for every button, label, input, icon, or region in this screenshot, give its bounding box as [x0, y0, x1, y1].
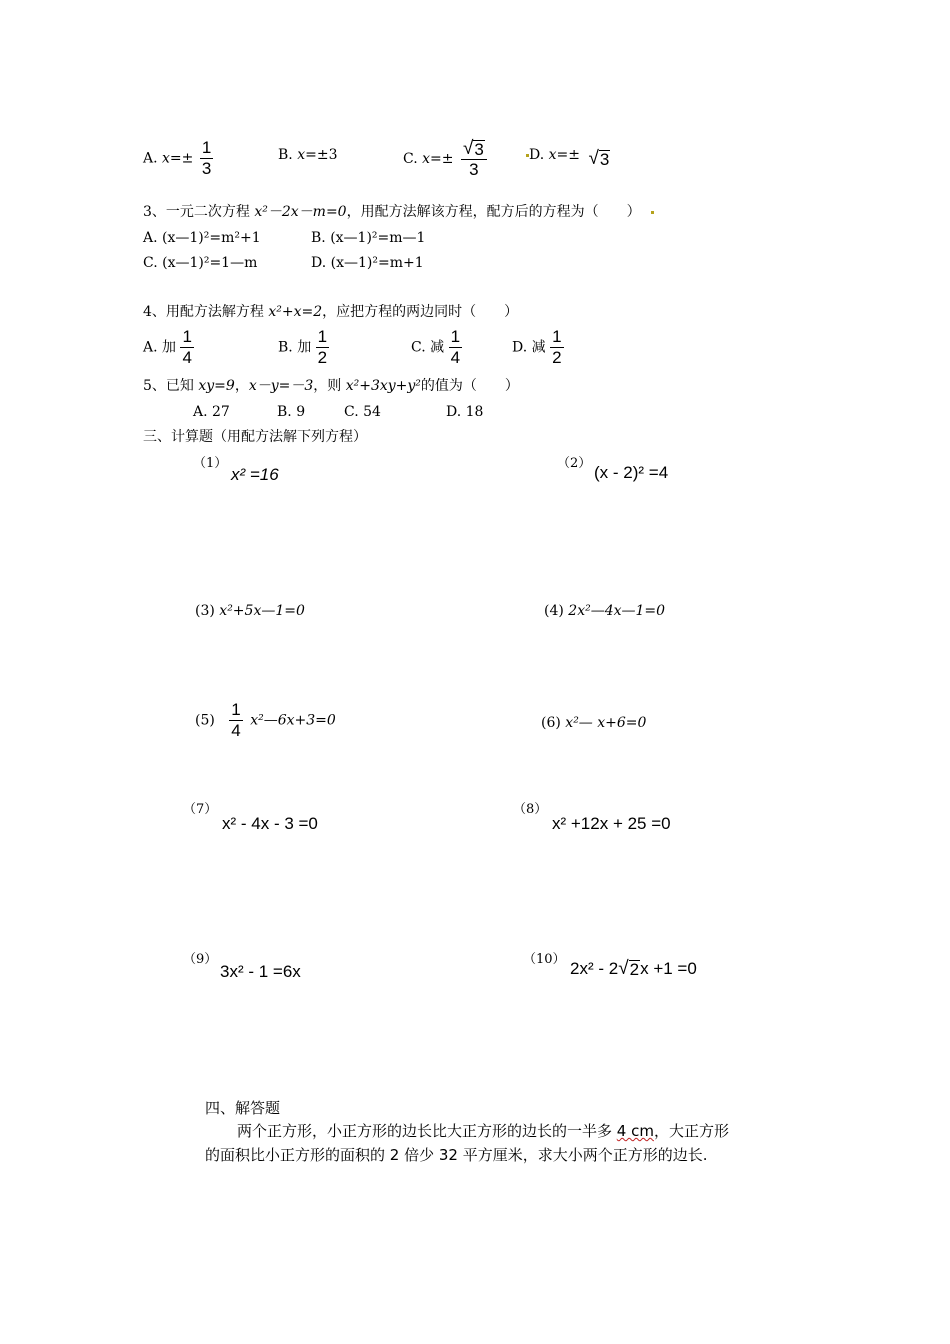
- problem-9-equation: 3x² - 1 =6x: [220, 962, 301, 981]
- option-label: A. 加: [143, 339, 177, 356]
- q3-option-d: D. (x—1)²=m+1: [311, 255, 424, 271]
- option-var: x: [422, 151, 431, 167]
- section4-line-1: [237, 1118, 729, 1144]
- option-label: A.: [143, 150, 163, 167]
- equation-part: x +1 =0: [640, 959, 697, 978]
- q4-stem: [143, 303, 518, 321]
- section4-title: 四、解答题: [205, 1099, 281, 1117]
- q5-option-a: A. 27: [193, 404, 230, 420]
- problem-equation: 2x²—4x—1=0: [568, 603, 666, 619]
- problem-equation: x²— x+6=0: [565, 715, 647, 731]
- q4-option-c: [411, 327, 462, 368]
- option-label: D. 减: [512, 339, 546, 356]
- paragraph-text: ，大正方形: [653, 1122, 729, 1140]
- stem-text: ，则: [313, 378, 346, 394]
- fraction-numerator: 1: [201, 138, 212, 157]
- problem-2-label: （2）: [557, 456, 592, 471]
- unit-text: 4 cm: [616, 1122, 654, 1140]
- option-label: C.: [403, 151, 423, 167]
- problem-8-label: （8）: [513, 802, 548, 817]
- problem-1-label: （1）: [193, 456, 228, 471]
- problem-label: (3): [195, 603, 215, 619]
- q4-option-b: [278, 327, 329, 368]
- stem-equation: x²+x=2: [268, 304, 323, 320]
- q2-option-d: [526, 146, 610, 169]
- q2-option-b: [278, 146, 337, 164]
- q2-option-a: [143, 138, 213, 179]
- stem-text: 3、一元二次方程: [143, 204, 255, 220]
- fraction-denominator: 4: [182, 348, 192, 367]
- radicand: 3: [474, 140, 484, 159]
- problem-7-label: （7）: [183, 802, 218, 817]
- problem-1-equation: x² =16: [231, 465, 279, 484]
- fraction-numerator: 1: [552, 327, 562, 346]
- stem-equation: xy=9: [198, 378, 235, 394]
- fraction-denominator: 3: [201, 159, 212, 178]
- fraction-denominator: 2: [317, 348, 328, 367]
- problem-3: [195, 602, 305, 620]
- sqrt: [618, 958, 640, 979]
- marker-dot: [651, 211, 654, 214]
- fraction-numerator: 1: [231, 700, 241, 719]
- stem-equation: x²+3xy+y²: [345, 378, 421, 394]
- q5-option-c: C. 54: [344, 404, 381, 420]
- fraction: [200, 138, 213, 179]
- sqrt-sign: √: [618, 958, 629, 979]
- fraction-denominator: 3: [469, 160, 479, 179]
- fraction-denominator: 4: [450, 348, 461, 367]
- problem-label: (6): [541, 715, 561, 731]
- sqrt: [463, 138, 485, 159]
- problem-5: [195, 700, 336, 741]
- fraction-numerator: [461, 138, 487, 160]
- option-sign: =±: [556, 147, 581, 163]
- option-var: x: [297, 147, 306, 163]
- stem-text: 的值为（ ）: [420, 378, 519, 394]
- q2-option-c: [403, 138, 487, 180]
- q3-option-c: C. (x—1)²=1—m: [143, 255, 258, 271]
- radicand: 3: [599, 150, 610, 169]
- fraction: [229, 700, 242, 741]
- problem-2-equation: (x - 2)² =4: [594, 463, 669, 482]
- option-label: D.: [529, 147, 549, 163]
- section3-title: 三、计算题（用配方法解下列方程）: [143, 429, 367, 445]
- q3-option-a: A. (x—1)²=m²+1: [143, 230, 261, 246]
- radicand: 2: [629, 960, 640, 979]
- q5-option-b: B. 9: [277, 404, 306, 420]
- stem-equation: x－y=－3: [248, 378, 314, 394]
- q3-option-b: B. (x—1)²=m—1: [311, 230, 426, 246]
- q3-stem: [143, 203, 654, 221]
- stem-text: ，应把方程的两边同时（ ）: [322, 304, 519, 320]
- fraction: [550, 327, 563, 368]
- fraction-denominator: 2: [552, 348, 562, 367]
- q5-option-d: D. 18: [446, 404, 484, 420]
- sqrt-sign: √: [462, 138, 474, 159]
- option-label: C. 减: [411, 339, 445, 356]
- q5-stem: [143, 377, 519, 395]
- sqrt-sign: √: [588, 148, 599, 169]
- option-label: B.: [278, 147, 298, 163]
- fraction-numerator: 1: [182, 327, 192, 346]
- problem-equation: x²—6x+3=0: [250, 712, 336, 729]
- problem-6: [541, 714, 646, 732]
- sqrt: [588, 148, 610, 169]
- problem-equation: x²+5x—1=0: [219, 603, 305, 619]
- paragraph-text: 两个正方形，小正方形的边长比大正方形的边长的一半多: [237, 1122, 617, 1140]
- problem-7-equation: x² - 4x - 3 =0: [222, 814, 318, 833]
- stem-text: 4、用配方法解方程: [143, 304, 269, 320]
- option-value: =±3: [305, 147, 338, 163]
- problem-label: (5): [195, 712, 215, 729]
- problem-8-equation: x² +12x + 25 =0: [552, 814, 671, 833]
- option-sign: =±: [169, 150, 194, 167]
- q4-option-a: [143, 327, 194, 368]
- option-var: x: [162, 150, 170, 167]
- stem-equation: x²－2x－m=0: [254, 204, 347, 220]
- fraction-numerator: 1: [450, 327, 461, 346]
- fraction-denominator: 4: [231, 721, 241, 740]
- fraction: [449, 327, 462, 368]
- option-label: B. 加: [278, 339, 312, 356]
- option-sign: =±: [430, 151, 454, 167]
- option-var: x: [548, 147, 557, 163]
- stem-text: ，用配方法解该方程，配方后的方程为（ ）: [346, 204, 641, 220]
- problem-10-label: （10）: [523, 952, 566, 967]
- equation-part: 2x² - 2: [570, 959, 619, 978]
- stem-text: 5、已知: [143, 378, 199, 394]
- q4-option-d: [512, 327, 564, 368]
- problem-4: [544, 602, 665, 620]
- problem-10-equation: [570, 958, 697, 979]
- section4-line-2: 的面积比小正方形的面积的 2 倍少 32 平方厘米，求大小两个正方形的边长.: [205, 1146, 708, 1164]
- fraction: [180, 327, 193, 368]
- fraction: [316, 327, 329, 368]
- fraction: [461, 138, 487, 180]
- stem-text: ，: [234, 378, 249, 394]
- fraction-numerator: 1: [317, 327, 328, 346]
- problem-label: (4): [544, 603, 564, 619]
- problem-9-label: （9）: [183, 952, 218, 967]
